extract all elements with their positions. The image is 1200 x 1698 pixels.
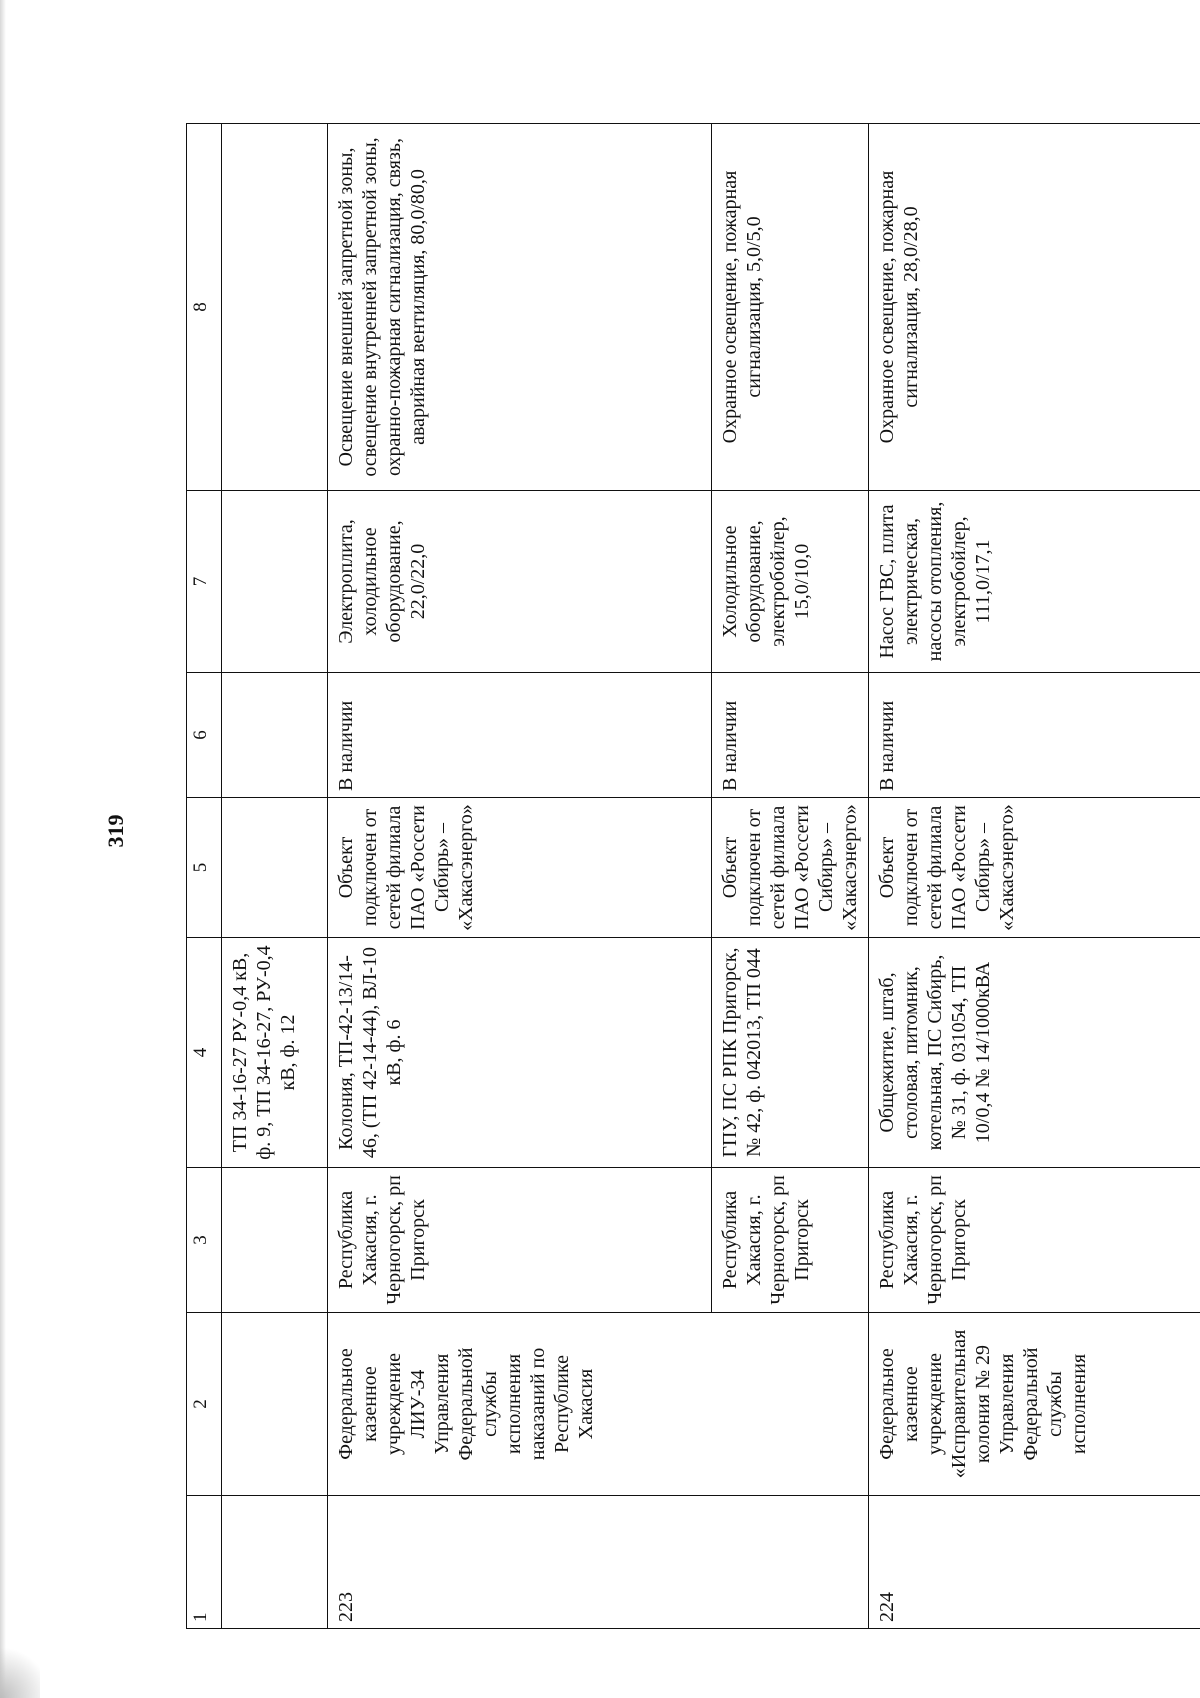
header-col-5: 5 bbox=[187, 798, 222, 938]
cell-row-number: 223 bbox=[328, 1496, 869, 1629]
cell-address: Республика Хакасия, г. Черногорск, рп Пригорск bbox=[712, 1168, 869, 1313]
header-col-1: 1 bbox=[187, 1496, 222, 1629]
header-col-7: 7 bbox=[187, 491, 222, 673]
register-table bbox=[186, 123, 1200, 1629]
cell-empty bbox=[222, 1496, 328, 1629]
cell-supply-point: ГПУ, ПС РПК Пригорск, № 42, ф. 042013, ТП 044 bbox=[712, 938, 869, 1168]
scan-edge bbox=[0, 0, 6, 1698]
header-col-3: 3 bbox=[187, 1168, 222, 1313]
cell-supply-point: Общежитие, штаб, столовая, питомник, котельная, ПС Сибирь, № 31, ф. 031054, ТП 10/0,4 № 14/1000кВА bbox=[869, 938, 1200, 1168]
rotated-table-container bbox=[186, 124, 1200, 1629]
header-row bbox=[187, 124, 222, 1629]
header-col-6: 6 bbox=[187, 673, 222, 798]
cell-status: В наличии bbox=[328, 673, 712, 798]
cell-organization: Федеральное казенное учреждение «Исправительная колония № 29 Управления Федеральной службы исполнения bbox=[869, 1313, 1200, 1496]
cell-empty bbox=[222, 124, 328, 491]
page-number: 319 bbox=[103, 814, 128, 848]
cell-empty bbox=[222, 798, 328, 938]
table-row bbox=[869, 124, 1200, 1629]
cell-other-load: Освещение внешней запретной зоны, освещение внутренней запретной зоны, охранно-пожарная сигнализация, связь, аварийная вентиляция, 80,0/80,0 bbox=[328, 124, 712, 491]
cell-empty bbox=[222, 1168, 328, 1313]
cell-equipment: Насос ГВС, плита электрическая, насосы отопления, электробойлер, 111,0/17,1 bbox=[869, 491, 1200, 673]
cell-network: Объект подключен от сетей филиала ПАО «Россети Сибирь» – «Хакасэнерго» bbox=[869, 798, 1200, 938]
cell-continuation-point: ТП 34-16-27 РУ-0,4 кВ, ф. 9, ТП 34-16-27, РУ-0,4 кВ, ф. 12 bbox=[222, 938, 328, 1168]
cell-address: Республика Хакасия, г. Черногорск, рп Пригорск bbox=[328, 1168, 712, 1313]
cell-address: Республика Хакасия, г. Черногорск, рп Пригорск bbox=[869, 1168, 1200, 1313]
cell-row-number: 224 bbox=[869, 1496, 1200, 1629]
scan-shadow bbox=[0, 1638, 40, 1698]
cell-equipment: Холодильное оборудование, электробойлер, 15,0/10,0 bbox=[712, 491, 869, 673]
cell-other-load: Охранное освещение, пожарная сигнализация, 28,0/28,0 bbox=[869, 124, 1200, 491]
cell-network: Объект подключен от сетей филиала ПАО «Россети Сибирь» – «Хакасэнерго» bbox=[328, 798, 712, 938]
header-col-2: 2 bbox=[187, 1313, 222, 1496]
cell-equipment: Электроплита, холодильное оборудование, 22,0/22,0 bbox=[328, 491, 712, 673]
table-row bbox=[222, 124, 328, 1629]
cell-empty bbox=[222, 1313, 328, 1496]
header-col-8: 8 bbox=[187, 124, 222, 491]
cell-status: В наличии bbox=[869, 673, 1200, 798]
cell-supply-point: Колония, ТП-42-13/14-46, (ТП 42-14-44), ВЛ-10 кВ, ф. 6 bbox=[328, 938, 712, 1168]
cell-other-load: Охранное освещение, пожарная сигнализация, 5,0/5,0 bbox=[712, 124, 869, 491]
table-row bbox=[328, 124, 712, 1629]
header-col-4: 4 bbox=[187, 938, 222, 1168]
cell-network: Объект подключен от сетей филиала ПАО «Россети Сибирь» – «Хакасэнерго» bbox=[712, 798, 869, 938]
cell-organization: Федеральное казенное учреждение ЛИУ-34 Управления Федеральной службы исполнения наказаний по Республике Хакасия bbox=[328, 1313, 869, 1496]
cell-empty bbox=[222, 491, 328, 673]
cell-status: В наличии bbox=[712, 673, 869, 798]
cell-empty bbox=[222, 673, 328, 798]
